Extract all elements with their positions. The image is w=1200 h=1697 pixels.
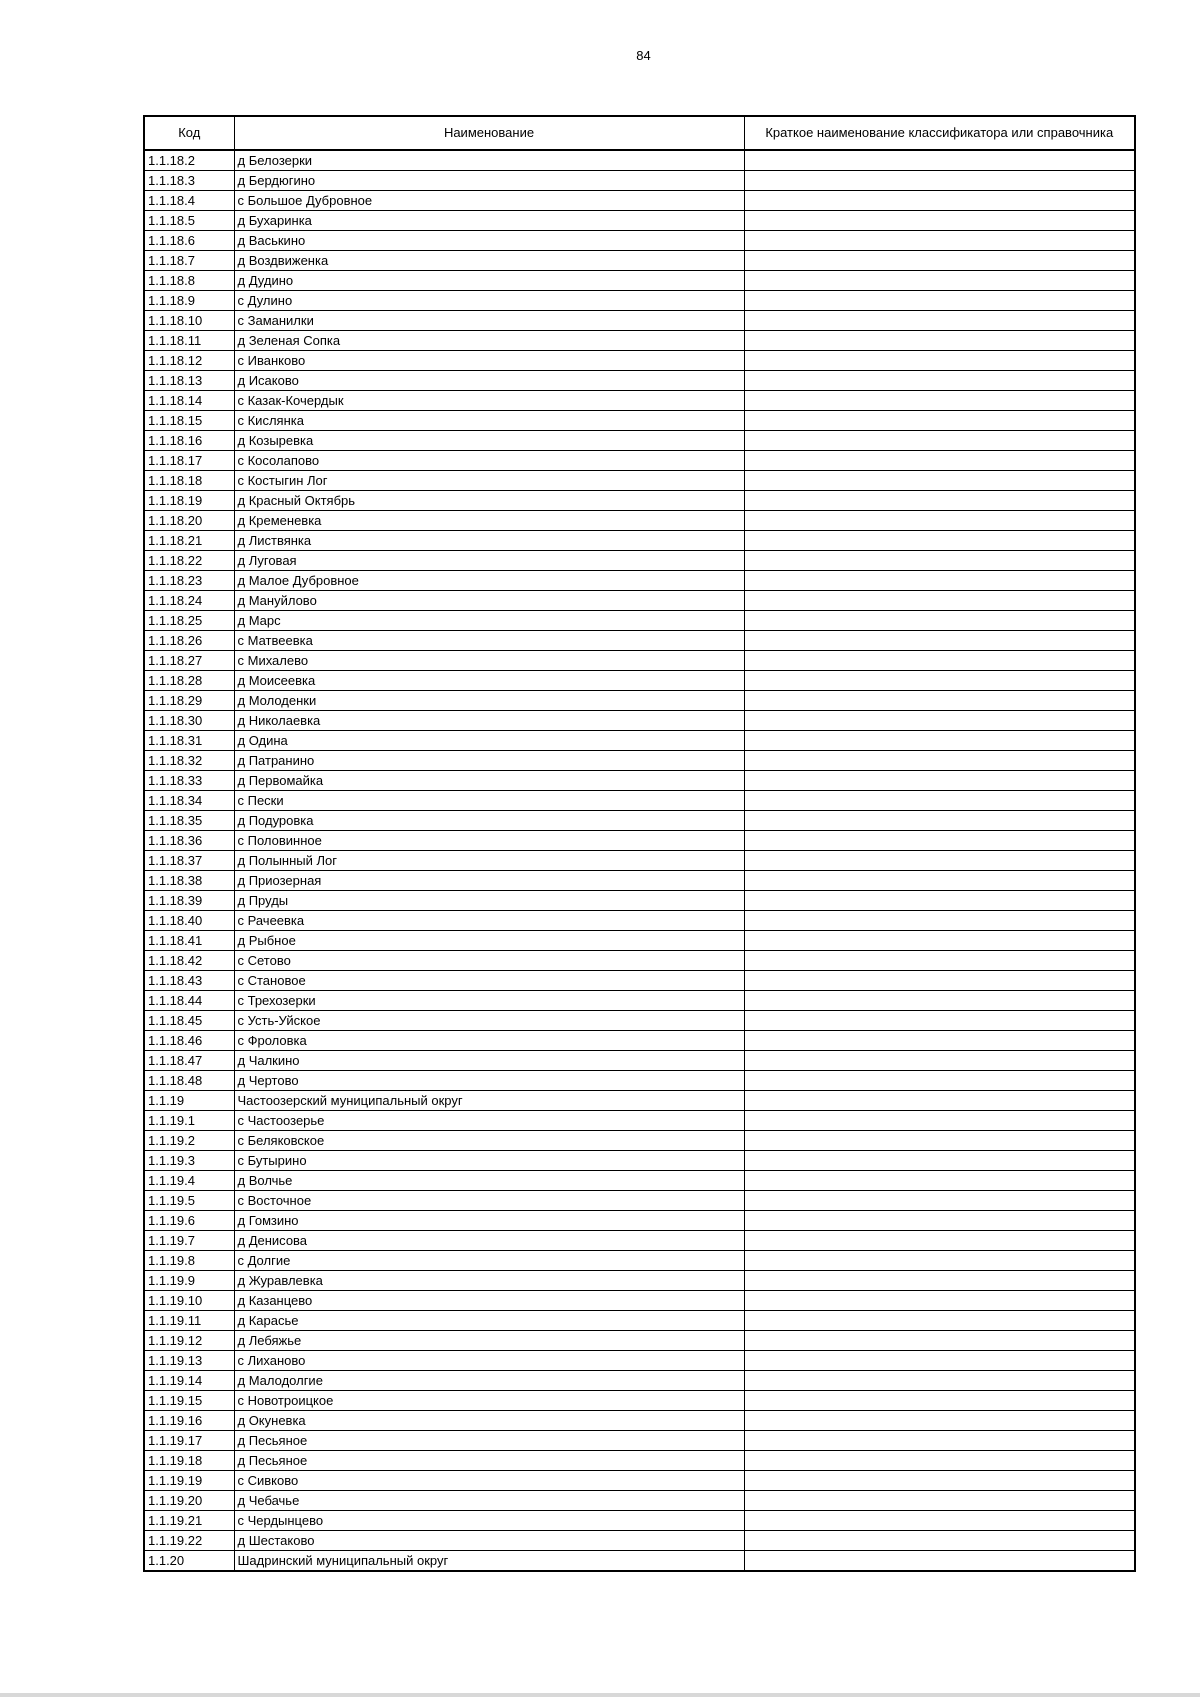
cell-short-name bbox=[744, 891, 1135, 911]
cell-name: д Чебачье bbox=[234, 1491, 744, 1511]
cell-name: д Подуровка bbox=[234, 811, 744, 831]
table-row bbox=[144, 1411, 1135, 1431]
cell-code: 1.1.18.27 bbox=[144, 651, 234, 671]
table-row bbox=[144, 451, 1135, 471]
cell-short-name bbox=[744, 491, 1135, 511]
table-row bbox=[144, 1451, 1135, 1471]
cell-short-name bbox=[744, 931, 1135, 951]
table-row bbox=[144, 791, 1135, 811]
cell-short-name bbox=[744, 551, 1135, 571]
cell-code: 1.1.18.33 bbox=[144, 771, 234, 791]
cell-name: с Кислянка bbox=[234, 411, 744, 431]
cell-name: д Малое Дубровное bbox=[234, 571, 744, 591]
cell-short-name bbox=[744, 471, 1135, 491]
table-row bbox=[144, 1071, 1135, 1091]
table-row bbox=[144, 171, 1135, 191]
cell-short-name bbox=[744, 451, 1135, 471]
cell-name: с Заманилки bbox=[234, 311, 744, 331]
cell-name: д Исаково bbox=[234, 371, 744, 391]
cell-code: 1.1.19.9 bbox=[144, 1271, 234, 1291]
cell-name: д Листвянка bbox=[234, 531, 744, 551]
cell-code: 1.1.18.31 bbox=[144, 731, 234, 751]
table-row bbox=[144, 351, 1135, 371]
cell-code: 1.1.18.47 bbox=[144, 1051, 234, 1071]
cell-short-name bbox=[744, 431, 1135, 451]
table-row bbox=[144, 891, 1135, 911]
cell-name: д Журавлевка bbox=[234, 1271, 744, 1291]
cell-code: 1.1.19.22 bbox=[144, 1531, 234, 1551]
table-row bbox=[144, 611, 1135, 631]
cell-short-name bbox=[744, 1491, 1135, 1511]
cell-short-name bbox=[744, 1051, 1135, 1071]
cell-code: 1.1.18.7 bbox=[144, 251, 234, 271]
cell-name: д Карасье bbox=[234, 1311, 744, 1331]
cell-code: 1.1.18.37 bbox=[144, 851, 234, 871]
cell-short-name bbox=[744, 1331, 1135, 1351]
cell-short-name bbox=[744, 1511, 1135, 1531]
cell-name: с Дулино bbox=[234, 291, 744, 311]
cell-code: 1.1.18.44 bbox=[144, 991, 234, 1011]
cell-name: с Михалево bbox=[234, 651, 744, 671]
cell-code: 1.1.19.10 bbox=[144, 1291, 234, 1311]
cell-code: 1.1.18.5 bbox=[144, 211, 234, 231]
cell-short-name bbox=[744, 511, 1135, 531]
cell-code: 1.1.18.19 bbox=[144, 491, 234, 511]
table-row bbox=[144, 871, 1135, 891]
cell-code: 1.1.18.23 bbox=[144, 571, 234, 591]
table-row bbox=[144, 751, 1135, 771]
cell-name: д Патранино bbox=[234, 751, 744, 771]
cell-name: Частоозерский муниципальный округ bbox=[234, 1091, 744, 1111]
cell-short-name bbox=[744, 1451, 1135, 1471]
cell-name: д Дудино bbox=[234, 271, 744, 291]
cell-name: д Одина bbox=[234, 731, 744, 751]
cell-name: д Первомайка bbox=[234, 771, 744, 791]
cell-code: 1.1.18.35 bbox=[144, 811, 234, 831]
cell-short-name bbox=[744, 1191, 1135, 1211]
cell-short-name bbox=[744, 811, 1135, 831]
cell-short-name bbox=[744, 1311, 1135, 1331]
table-row bbox=[144, 1131, 1135, 1151]
table-row bbox=[144, 631, 1135, 651]
cell-code: 1.1.18.39 bbox=[144, 891, 234, 911]
cell-name: д Полынный Лог bbox=[234, 851, 744, 871]
table-body bbox=[144, 150, 1135, 1571]
cell-name: д Марс bbox=[234, 611, 744, 631]
cell-short-name bbox=[744, 791, 1135, 811]
cell-short-name bbox=[744, 331, 1135, 351]
cell-short-name bbox=[744, 911, 1135, 931]
cell-code: 1.1.18.2 bbox=[144, 150, 234, 171]
cell-code: 1.1.19.13 bbox=[144, 1351, 234, 1371]
cell-code: 1.1.18.25 bbox=[144, 611, 234, 631]
table-row bbox=[144, 331, 1135, 351]
cell-code: 1.1.19.6 bbox=[144, 1211, 234, 1231]
cell-name: с Восточное bbox=[234, 1191, 744, 1211]
cell-code: 1.1.19.18 bbox=[144, 1451, 234, 1471]
table-row bbox=[144, 1311, 1135, 1331]
cell-name: д Козыревка bbox=[234, 431, 744, 451]
cell-short-name bbox=[744, 751, 1135, 771]
cell-name: с Трехозерки bbox=[234, 991, 744, 1011]
cell-code: 1.1.18.45 bbox=[144, 1011, 234, 1031]
cell-code: 1.1.18.30 bbox=[144, 711, 234, 731]
table-row bbox=[144, 1111, 1135, 1131]
cell-short-name bbox=[744, 1411, 1135, 1431]
cell-name: с Чердынцево bbox=[234, 1511, 744, 1531]
cell-name: д Чертово bbox=[234, 1071, 744, 1091]
table-row bbox=[144, 231, 1135, 251]
cell-name: д Бердюгино bbox=[234, 171, 744, 191]
cell-short-name bbox=[744, 1371, 1135, 1391]
cell-name: с Матвеевка bbox=[234, 631, 744, 651]
classifier-table bbox=[143, 115, 1136, 1572]
table-row bbox=[144, 671, 1135, 691]
table-row bbox=[144, 1251, 1135, 1271]
cell-name: с Иванково bbox=[234, 351, 744, 371]
cell-name: с Частоозерье bbox=[234, 1111, 744, 1131]
cell-code: 1.1.18.24 bbox=[144, 591, 234, 611]
cell-code: 1.1.18.6 bbox=[144, 231, 234, 251]
table-row bbox=[144, 991, 1135, 1011]
table-row bbox=[144, 431, 1135, 451]
table-row bbox=[144, 1491, 1135, 1511]
cell-name: с Усть-Уйское bbox=[234, 1011, 744, 1031]
table-row bbox=[144, 1191, 1135, 1211]
cell-code: 1.1.19.19 bbox=[144, 1471, 234, 1491]
cell-short-name bbox=[744, 531, 1135, 551]
cell-short-name bbox=[744, 611, 1135, 631]
table-row bbox=[144, 831, 1135, 851]
table-row bbox=[144, 1431, 1135, 1451]
table-row bbox=[144, 851, 1135, 871]
cell-name: д Рыбное bbox=[234, 931, 744, 951]
cell-short-name bbox=[744, 771, 1135, 791]
table-header-row bbox=[144, 116, 1135, 150]
table-row bbox=[144, 911, 1135, 931]
cell-short-name bbox=[744, 671, 1135, 691]
table-row bbox=[144, 1091, 1135, 1111]
cell-name: д Луговая bbox=[234, 551, 744, 571]
table-row bbox=[144, 311, 1135, 331]
cell-code: 1.1.19.17 bbox=[144, 1431, 234, 1451]
table-row bbox=[144, 411, 1135, 431]
table-row bbox=[144, 1151, 1135, 1171]
cell-code: 1.1.18.15 bbox=[144, 411, 234, 431]
cell-short-name bbox=[744, 150, 1135, 171]
cell-code: 1.1.19.20 bbox=[144, 1491, 234, 1511]
cell-code: 1.1.19.7 bbox=[144, 1231, 234, 1251]
cell-name: д Лебяжье bbox=[234, 1331, 744, 1351]
cell-short-name bbox=[744, 831, 1135, 851]
table-row bbox=[144, 571, 1135, 591]
cell-short-name bbox=[744, 271, 1135, 291]
cell-code: 1.1.18.29 bbox=[144, 691, 234, 711]
cell-code: 1.1.18.18 bbox=[144, 471, 234, 491]
cell-code: 1.1.18.48 bbox=[144, 1071, 234, 1091]
cell-short-name bbox=[744, 1211, 1135, 1231]
cell-short-name bbox=[744, 371, 1135, 391]
cell-code: 1.1.18.46 bbox=[144, 1031, 234, 1051]
cell-code: 1.1.18.4 bbox=[144, 191, 234, 211]
cell-name: с Пески bbox=[234, 791, 744, 811]
cell-name: с Сетово bbox=[234, 951, 744, 971]
cell-code: 1.1.18.38 bbox=[144, 871, 234, 891]
table-row bbox=[144, 1171, 1135, 1191]
table-row bbox=[144, 1331, 1135, 1351]
page-bottom-edge bbox=[0, 1693, 1200, 1697]
cell-name: д Моисеевка bbox=[234, 671, 744, 691]
cell-name: д Васькино bbox=[234, 231, 744, 251]
cell-name: д Молоденки bbox=[234, 691, 744, 711]
cell-short-name bbox=[744, 731, 1135, 751]
cell-short-name bbox=[744, 411, 1135, 431]
cell-code: 1.1.19.11 bbox=[144, 1311, 234, 1331]
cell-short-name bbox=[744, 1291, 1135, 1311]
cell-short-name bbox=[744, 191, 1135, 211]
cell-name: с Сивково bbox=[234, 1471, 744, 1491]
table-row bbox=[144, 1551, 1135, 1572]
cell-code: 1.1.19.1 bbox=[144, 1111, 234, 1131]
cell-code: 1.1.19.15 bbox=[144, 1391, 234, 1411]
cell-short-name bbox=[744, 1251, 1135, 1271]
cell-code: 1.1.18.10 bbox=[144, 311, 234, 331]
cell-code: 1.1.18.28 bbox=[144, 671, 234, 691]
table-row bbox=[144, 691, 1135, 711]
cell-short-name bbox=[744, 311, 1135, 331]
cell-code: 1.1.19.8 bbox=[144, 1251, 234, 1271]
cell-short-name bbox=[744, 391, 1135, 411]
cell-short-name bbox=[744, 1271, 1135, 1291]
table-row bbox=[144, 731, 1135, 751]
cell-name: д Окуневка bbox=[234, 1411, 744, 1431]
cell-short-name bbox=[744, 571, 1135, 591]
cell-code: 1.1.18.32 bbox=[144, 751, 234, 771]
cell-name: с Рачеевка bbox=[234, 911, 744, 931]
table-row bbox=[144, 150, 1135, 171]
cell-code: 1.1.19.2 bbox=[144, 1131, 234, 1151]
cell-name: д Красный Октябрь bbox=[234, 491, 744, 511]
cell-short-name bbox=[744, 251, 1135, 271]
cell-code: 1.1.18.16 bbox=[144, 431, 234, 451]
cell-short-name bbox=[744, 1071, 1135, 1091]
table-row bbox=[144, 711, 1135, 731]
cell-code: 1.1.18.3 bbox=[144, 171, 234, 191]
cell-code: 1.1.18.34 bbox=[144, 791, 234, 811]
cell-short-name bbox=[744, 1031, 1135, 1051]
cell-code: 1.1.18.9 bbox=[144, 291, 234, 311]
cell-code: 1.1.18.12 bbox=[144, 351, 234, 371]
table-row bbox=[144, 531, 1135, 551]
cell-code: 1.1.19.21 bbox=[144, 1511, 234, 1531]
table-row bbox=[144, 551, 1135, 571]
table-row bbox=[144, 931, 1135, 951]
cell-name: д Кременевка bbox=[234, 511, 744, 531]
cell-short-name bbox=[744, 1471, 1135, 1491]
cell-short-name bbox=[744, 1531, 1135, 1551]
cell-name: д Белозерки bbox=[234, 150, 744, 171]
cell-short-name bbox=[744, 1431, 1135, 1451]
cell-short-name bbox=[744, 691, 1135, 711]
table-row bbox=[144, 771, 1135, 791]
cell-name: с Долгие bbox=[234, 1251, 744, 1271]
cell-code: 1.1.19.14 bbox=[144, 1371, 234, 1391]
table-row bbox=[144, 1051, 1135, 1071]
cell-code: 1.1.19.5 bbox=[144, 1191, 234, 1211]
table-row bbox=[144, 811, 1135, 831]
cell-name: с Половинное bbox=[234, 831, 744, 851]
cell-code: 1.1.18.13 bbox=[144, 371, 234, 391]
cell-name: с Большое Дубровное bbox=[234, 191, 744, 211]
table-row bbox=[144, 511, 1135, 531]
cell-name: с Становое bbox=[234, 971, 744, 991]
cell-name: д Малодолгие bbox=[234, 1371, 744, 1391]
cell-code: 1.1.18.20 bbox=[144, 511, 234, 531]
table-row bbox=[144, 1531, 1135, 1551]
cell-short-name bbox=[744, 1231, 1135, 1251]
cell-short-name bbox=[744, 1391, 1135, 1411]
cell-name: д Приозерная bbox=[234, 871, 744, 891]
table-row bbox=[144, 1011, 1135, 1031]
table-row bbox=[144, 191, 1135, 211]
table-row bbox=[144, 1231, 1135, 1251]
table-row bbox=[144, 1471, 1135, 1491]
cell-name: д Воздвиженка bbox=[234, 251, 744, 271]
cell-code: 1.1.18.42 bbox=[144, 951, 234, 971]
cell-code: 1.1.19.12 bbox=[144, 1331, 234, 1351]
cell-name: д Гомзино bbox=[234, 1211, 744, 1231]
cell-name: д Денисова bbox=[234, 1231, 744, 1251]
cell-name: с Беляковское bbox=[234, 1131, 744, 1151]
cell-code: 1.1.18.26 bbox=[144, 631, 234, 651]
cell-short-name bbox=[744, 991, 1135, 1011]
table-row bbox=[144, 251, 1135, 271]
cell-name: д Волчье bbox=[234, 1171, 744, 1191]
table-row bbox=[144, 1291, 1135, 1311]
cell-name: д Зеленая Сопка bbox=[234, 331, 744, 351]
table-row bbox=[144, 291, 1135, 311]
table-row bbox=[144, 391, 1135, 411]
cell-code: 1.1.18.21 bbox=[144, 531, 234, 551]
cell-code: 1.1.18.40 bbox=[144, 911, 234, 931]
cell-short-name bbox=[744, 291, 1135, 311]
cell-name: с Лиханово bbox=[234, 1351, 744, 1371]
table-row bbox=[144, 951, 1135, 971]
cell-name: с Бутырино bbox=[234, 1151, 744, 1171]
cell-name: д Чалкино bbox=[234, 1051, 744, 1071]
table-row bbox=[144, 271, 1135, 291]
table-row bbox=[144, 1371, 1135, 1391]
cell-short-name bbox=[744, 1171, 1135, 1191]
table-row bbox=[144, 971, 1135, 991]
cell-name: д Пруды bbox=[234, 891, 744, 911]
cell-short-name bbox=[744, 871, 1135, 891]
cell-short-name bbox=[744, 1111, 1135, 1131]
cell-name: с Казак-Кочердык bbox=[234, 391, 744, 411]
cell-code: 1.1.18.14 bbox=[144, 391, 234, 411]
cell-code: 1.1.19.16 bbox=[144, 1411, 234, 1431]
table-row bbox=[144, 211, 1135, 231]
cell-short-name bbox=[744, 1011, 1135, 1031]
cell-name: д Николаевка bbox=[234, 711, 744, 731]
cell-short-name bbox=[744, 591, 1135, 611]
cell-short-name bbox=[744, 1551, 1135, 1572]
table-row bbox=[144, 1211, 1135, 1231]
table-row bbox=[144, 1271, 1135, 1291]
table-row bbox=[144, 491, 1135, 511]
cell-code: 1.1.18.41 bbox=[144, 931, 234, 951]
cell-name: д Казанцево bbox=[234, 1291, 744, 1311]
table-row bbox=[144, 1031, 1135, 1051]
cell-code: 1.1.19 bbox=[144, 1091, 234, 1111]
cell-short-name bbox=[744, 1091, 1135, 1111]
cell-code: 1.1.18.8 bbox=[144, 271, 234, 291]
cell-short-name bbox=[744, 651, 1135, 671]
cell-short-name bbox=[744, 1351, 1135, 1371]
cell-code: 1.1.19.3 bbox=[144, 1151, 234, 1171]
cell-name: д Песьяное bbox=[234, 1431, 744, 1451]
cell-short-name bbox=[744, 971, 1135, 991]
cell-name: д Мануйлово bbox=[234, 591, 744, 611]
cell-short-name bbox=[744, 1131, 1135, 1151]
cell-short-name bbox=[744, 951, 1135, 971]
cell-name: с Костыгин Лог bbox=[234, 471, 744, 491]
cell-name: Шадринский муниципальный округ bbox=[234, 1551, 744, 1572]
cell-code: 1.1.19.4 bbox=[144, 1171, 234, 1191]
cell-name: д Песьяное bbox=[234, 1451, 744, 1471]
table-row bbox=[144, 651, 1135, 671]
cell-short-name bbox=[744, 1151, 1135, 1171]
cell-code: 1.1.18.17 bbox=[144, 451, 234, 471]
cell-code: 1.1.18.36 bbox=[144, 831, 234, 851]
cell-code: 1.1.20 bbox=[144, 1551, 234, 1572]
table-row bbox=[144, 1391, 1135, 1411]
cell-name: с Косолапово bbox=[234, 451, 744, 471]
table-row bbox=[144, 1511, 1135, 1531]
header-name: Наименование bbox=[234, 116, 744, 150]
cell-short-name bbox=[744, 211, 1135, 231]
cell-name: д Бухаринка bbox=[234, 211, 744, 231]
table-row bbox=[144, 591, 1135, 611]
cell-code: 1.1.18.43 bbox=[144, 971, 234, 991]
table-row bbox=[144, 371, 1135, 391]
header-short-name: Краткое наименование классификатора или справочника bbox=[744, 116, 1135, 150]
cell-short-name bbox=[744, 711, 1135, 731]
cell-code: 1.1.18.22 bbox=[144, 551, 234, 571]
cell-short-name bbox=[744, 351, 1135, 371]
cell-short-name bbox=[744, 631, 1135, 651]
table-row bbox=[144, 1351, 1135, 1371]
header-code: Код bbox=[144, 116, 234, 150]
cell-name: с Новотроицкое bbox=[234, 1391, 744, 1411]
cell-short-name bbox=[744, 171, 1135, 191]
cell-code: 1.1.18.11 bbox=[144, 331, 234, 351]
cell-name: с Фроловка bbox=[234, 1031, 744, 1051]
cell-short-name bbox=[744, 851, 1135, 871]
table-row bbox=[144, 471, 1135, 491]
cell-name: д Шестаково bbox=[234, 1531, 744, 1551]
cell-short-name bbox=[744, 231, 1135, 251]
page-number: 84 bbox=[636, 48, 651, 63]
